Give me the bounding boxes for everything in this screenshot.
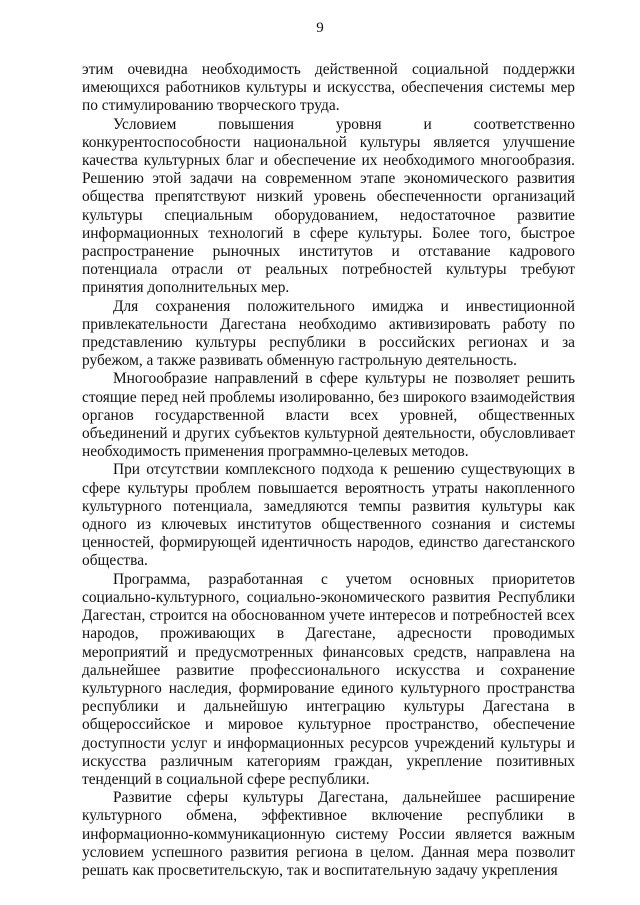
paragraph: Для сохранения положительного имиджа и инвестиционной привлекательности Дагестана необходимо активизировать работу по представлению культуры республики в российских регионах и за рубежом, а также развивать обменную гастрольную деятельность. xyxy=(82,297,575,370)
document-body xyxy=(82,61,575,880)
paragraph: Многообразие направлений в сфере культуры не позволяет решить стоящие перед ней проблемы изолированно, без широкого взаимодействия органов государственной власти всех уровней, общественных объединений и других субъектов культурной деятельности, обусловливает необходимость применения программно-целевых методов. xyxy=(82,370,575,461)
paragraph: При отсутствии комплексного подхода к решению существующих в сфере культуры проблем повышается вероятность утраты накопленного культурного потенциала, замедляются темпы развития культуры как одного из ключевых институтов общественного сознания и системы ценностей, формирующей идентичность народов, единство дагестанского общества. xyxy=(82,461,575,570)
paragraph: Программа, разработанная с учетом основных приоритетов социально-культурного, социально-экономического развития Республики Дагестан, строится на обоснованном учете интересов и потребностей всех народов, проживающих в Дагестане, адресности проводимых мероприятий и предусмотренных финансовых средств, направлена на дальнейшее развитие профессионального искусства и сохранение культурного наследия, формирование единого культурного пространства республики и дальнейшую интеграцию культуры Дагестана в общероссийское и мировое культурное пространство, обеспечение доступности услуг и информационных ресурсов учреждений культуры и искусства различным категориям граждан, укрепление позитивных тенденций в социальной сфере республики. xyxy=(82,570,575,788)
page-number: 9 xyxy=(316,20,324,36)
paragraph-continued: этим очевидна необходимость действенной социальной поддержки имеющихся работников культуры и искусства, обеспечения системы мер по стимулированию творческого труда. xyxy=(82,61,575,115)
paragraph: Развитие сферы культуры Дагестана, дальнейшее расширение культурного обмена, эффективное включение республики в информационно-коммуникационную систему России является важным условием успешного развития региона в целом. Данная мера позволит решать как просветительскую, так и воспитательную задачу укрепления xyxy=(82,789,575,879)
paragraph: Условием повышения уровня и соответственно конкурентоспособности национальной культуры является улучшение качества культурных благ и обеспечение их необходимого многообразия. Решению этой задачи на современном этапе экономического развития общества препятствуют низкий уровень обеспеченности организаций культуры специальным оборудованием, недостаточное развитие информационных технологий в сфере культуры. Более того, быстрое распространение рыночных институтов и отставание кадрового потенциала отрасли от реальных потребностей культуры требуют принятия дополнительных мер. xyxy=(82,115,575,297)
